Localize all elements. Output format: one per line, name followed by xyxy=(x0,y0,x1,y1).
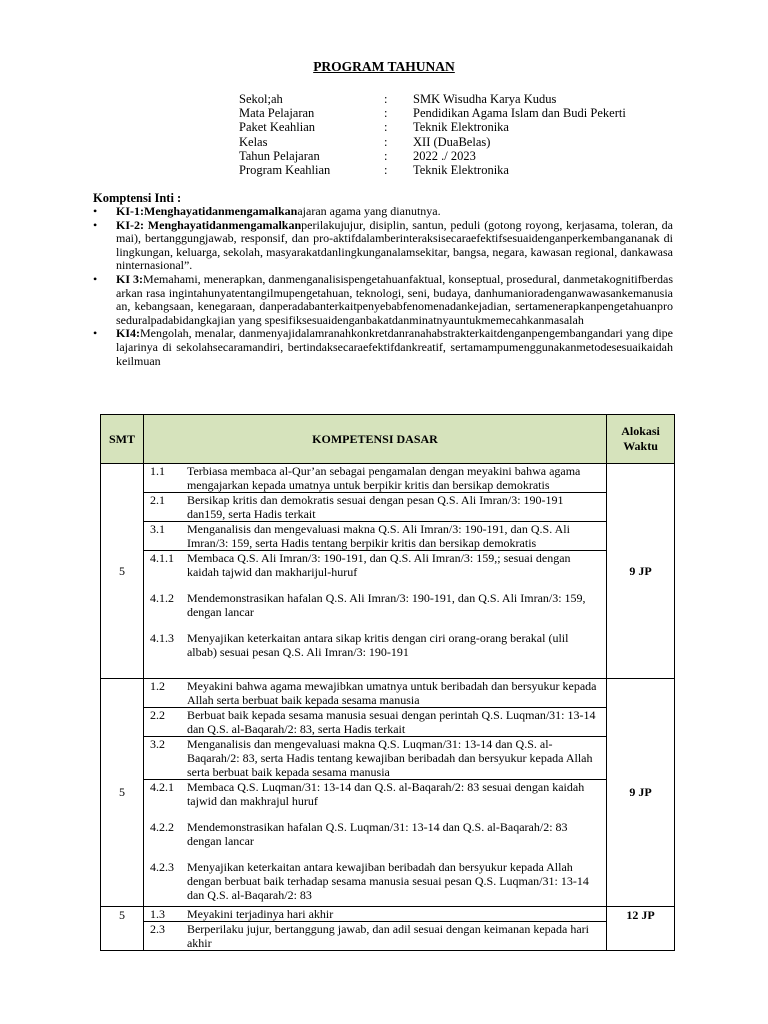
kd-number: 3.2 xyxy=(149,737,165,751)
kd-row xyxy=(144,679,606,708)
kd-number: 1.3 xyxy=(149,907,165,921)
kd-row xyxy=(144,820,606,848)
kd-row xyxy=(144,737,606,780)
kd-table xyxy=(100,414,675,951)
table-row xyxy=(101,464,675,679)
ki-label: KI-2: Menghayatidanmengamalkan xyxy=(116,217,302,232)
info-row xyxy=(239,92,626,106)
page-title: PROGRAM TAHUNAN xyxy=(313,59,455,74)
ki-label: KI 3: xyxy=(116,271,144,286)
info-label: Program Keahlian xyxy=(239,163,331,178)
ki-item xyxy=(93,219,673,273)
kd-cell xyxy=(143,679,606,907)
kd-number: 4.2.2 xyxy=(149,820,174,834)
info-row xyxy=(239,149,626,163)
kd-row xyxy=(144,860,606,902)
table-row xyxy=(101,907,675,951)
ki-text: Memahami, menerapkan, danmenganalisispengetahuanfaktual, konseptual, prosedural, danmetakognitifberdasarkan rasa ingintahunyatentangilmupengetahuan, teknologi, seni, budaya, danhumanioradenganwawasankemanusiaan, kebangsaan, kenegaraan, danperadabanterkaitpenyebabfenomenadankejadian, sertamenerapkanpengetahuanproseduralpadabidangkajian yang spesifiksesuaidenganbakatdanminatnyauntukmemecahkanmasalah xyxy=(116,271,673,327)
kd-text: Meyakini bahwa agama mewajibkan umatnya untuk beribadah dan bersyukur kepada Allah serta berbuat baik kepada sesama manusia xyxy=(186,679,597,707)
info-colon: : xyxy=(384,134,388,149)
kd-text: Berbuat baik kepada sesama manusia sesuai dengan perintah Q.S. Luqman/31: 13-14 dan Q.S. al-Baqarah/2: 83, serta Hadis terkait xyxy=(186,708,596,736)
kd-text: Menyajikan keterkaitan antara kewajiban beribadah dan bersyukur kepada Allah dengan berbuat baik terhadap sesama manusia sesuai pesan Q.S. Luqman/31: 13-14 dan Q.S. al-Baqarah/2: 83 xyxy=(186,860,589,902)
info-value: Teknik Elektronika xyxy=(413,163,509,178)
kd-row xyxy=(144,708,606,737)
info-label: Paket Keahlian xyxy=(239,120,316,135)
kd-row xyxy=(144,493,606,522)
ki-label: KI4: xyxy=(116,326,140,341)
info-label: Kelas xyxy=(239,134,268,149)
info-value: XII (DuaBelas) xyxy=(413,134,491,149)
kd-number: 4.2.3 xyxy=(149,860,174,874)
ki-list xyxy=(93,205,673,368)
kd-row xyxy=(144,591,606,619)
kd-row xyxy=(144,922,606,950)
kd-row xyxy=(144,907,606,922)
info-row xyxy=(239,163,626,177)
info-colon: : xyxy=(384,92,388,106)
info-row xyxy=(239,106,626,120)
kd-number: 4.1.1 xyxy=(149,551,174,565)
kd-cell xyxy=(143,464,606,679)
kd-number: 2.3 xyxy=(149,922,165,936)
info-row xyxy=(239,135,626,149)
info-value: Pendidikan Agama Islam dan Budi Pekerti xyxy=(413,106,626,121)
kd-number: 2.2 xyxy=(149,708,165,722)
alokasi-cell: 9 JP xyxy=(607,679,675,907)
kd-text: Mendemonstrasikan hafalan Q.S. Ali Imran/3: 190-191, dan Q.S. Ali Imran/3: 159, dengan lancar xyxy=(186,591,586,619)
bullet-icon: • xyxy=(93,217,98,232)
kd-text: Berperilaku jujur, bertanggung jawab, dan adil sesuai dengan keimanan kepada hari akhir xyxy=(186,922,589,950)
kd-text: Membaca Q.S. Ali Imran/3: 190-191, dan Q.S. Ali Imran/3: 159,; sesuai dengan kaidah tajwid dan makharijul-huruf xyxy=(186,551,571,579)
ki-item xyxy=(93,327,673,368)
bullet-icon: • xyxy=(93,271,98,286)
kd-text: Menyajikan keterkaitan antara sikap kritis dengan ciri orang-orang berakal (ulil albab) sesuai pesan Q.S. Ali Imran/3: 190-191 xyxy=(186,631,569,659)
info-value: SMK Wisudha Karya Kudus xyxy=(413,92,557,106)
alokasi-cell: 9 JP xyxy=(607,464,675,679)
bullet-icon: • xyxy=(93,326,98,341)
smt-cell: 5 xyxy=(101,679,144,907)
info-row xyxy=(239,120,626,134)
kd-number: 1.2 xyxy=(149,679,165,693)
kd-number: 4.1.2 xyxy=(149,591,174,605)
info-colon: : xyxy=(384,120,388,135)
smt-cell: 5 xyxy=(101,907,144,951)
ki-text: ajaran agama yang dianutnya. xyxy=(297,204,441,218)
info-value: 2022 ./ 2023 xyxy=(413,148,476,163)
info-colon: : xyxy=(384,163,388,178)
info-colon: : xyxy=(384,106,388,121)
ki-text: Mengolah, menalar, danmenyajidalamranahkonkretdanranahabstrakterkaitdenganpengembangandari yang dipelajarinya di sekolahsecaramandiri, bertindaksecaraefektifdankreatif, sertamampumenggunakanmetodesesuaikaidahkeilmuan xyxy=(116,326,673,368)
kd-row xyxy=(144,551,606,579)
info-colon: : xyxy=(384,148,388,163)
kd-number: 4.1.3 xyxy=(149,631,174,645)
identity-block xyxy=(239,92,626,177)
bullet-icon: • xyxy=(93,204,98,218)
kd-row xyxy=(144,631,606,659)
kd-number: 1.1 xyxy=(149,464,165,478)
ki-text: perilakujujur, disiplin, santun, peduli (gotong royong, kerjasama, toleran, damai), bertanggungjawab, responsif, dan pro-aktifdalamberinteraksisecaraefektifsesuaidenganperkembangananak di lingkungan, keluarga, sekolah, masyarakatdanlingkunganalamsekitar, bangsa, negara, kawasan regional, dankawasaninternasional”. xyxy=(116,217,673,273)
ki-label: KI-1:Menghayatidanmengamalkan xyxy=(116,204,298,218)
kd-row xyxy=(144,522,606,551)
ki-heading: Komptensi Inti : xyxy=(93,191,182,205)
ki-item xyxy=(93,205,673,219)
kd-row xyxy=(144,780,606,808)
alokasi-cell: 12 JP xyxy=(607,907,675,951)
info-label: Mata Pelajaran xyxy=(239,106,315,121)
kd-text: Membaca Q.S. Luqman/31: 13-14 dan Q.S. al-Baqarah/2: 83 sesuai dengan kaidah tajwid dan makhrajul huruf xyxy=(186,780,585,808)
kd-text: Mendemonstrasikan hafalan Q.S. Luqman/31: 13-14 dan Q.S. al-Baqarah/2: 83 dengan lancar xyxy=(186,820,568,848)
table-header-row xyxy=(101,415,675,464)
info-label: Tahun Pelajaran xyxy=(239,148,320,163)
kd-cell xyxy=(143,907,606,951)
kd-row xyxy=(144,464,606,493)
kd-text: Meyakini terjadinya hari akhir xyxy=(186,907,334,921)
kd-text: Menganalisis dan mengevaluasi makna Q.S. Luqman/31: 13-14 dan Q.S. al-Baqarah/2: 83, serta Hadis tentang kewajiban beribadah dan bersyukur kepada Allah serta berbuat baik kepada sesama manusia xyxy=(186,737,593,779)
kd-text: Bersikap kritis dan demokratis sesuai dengan pesan Q.S. Ali Imran/3: 190-191 dan159, serta Hadis terkait xyxy=(186,493,564,521)
ki-item xyxy=(93,273,673,327)
kd-text: Menganalisis dan mengevaluasi makna Q.S. Ali Imran/3: 190-191, dan Q.S. Ali Imran/3: 159, serta Hadis tentang berpikir kritis dan bersikap demokratis xyxy=(186,522,570,550)
info-label: Sekol;ah xyxy=(239,92,283,106)
col-header-alokasi: Alokasi Waktu xyxy=(607,415,675,464)
kd-number: 2.1 xyxy=(149,493,165,507)
kd-text: Terbiasa membaca al-Qur’an sebagai pengamalan dengan meyakini bahwa agama mengajarkan kepada umatnya untuk berpikir kritis dan bersikap demokratis xyxy=(186,464,581,492)
info-value: Teknik Elektronika xyxy=(413,120,509,135)
col-header-kd: KOMPETENSI DASAR xyxy=(143,415,606,464)
smt-cell: 5 xyxy=(101,464,144,679)
col-header-smt: SMT xyxy=(101,415,144,464)
table-row xyxy=(101,679,675,907)
kd-number: 4.2.1 xyxy=(149,780,174,794)
kd-number: 3.1 xyxy=(149,522,165,536)
